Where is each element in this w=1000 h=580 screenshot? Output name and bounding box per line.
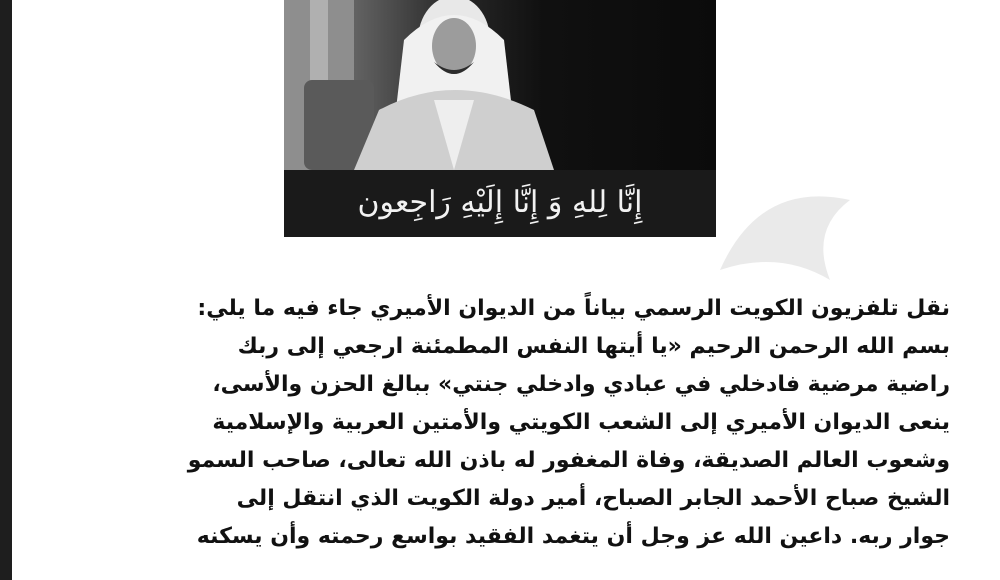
quran-verse: إِنَّا لِلهِ وَ إِنَّا إِلَيْهِ رَاجِعون — [357, 185, 643, 220]
portrait-photo — [284, 0, 716, 170]
statement-line: بسم الله الرحمن الرحيم «يا أيتها النفس المطمئنة ارجعي إلى ربك — [237, 334, 950, 359]
statement-line: نقل تلفزيون الكويت الرسمي بياناً من الديوان الأميري جاء فيه ما يلي: — [197, 296, 950, 321]
portrait-illustration — [284, 0, 716, 170]
statement-line: ينعى الديوان الأميري إلى الشعب الكويتي والأمتين العربية والإسلامية — [212, 410, 950, 435]
watermark-logo — [700, 160, 870, 310]
statement-line: وشعوب العالم الصديقة، وفاة المغفور له باذن الله تعالى، صاحب السمو — [187, 448, 950, 473]
statement-line: راضية مرضية فادخلي في عبادي وادخلي جنتي» ببالغ الحزن والأسى، — [212, 372, 950, 397]
left-border — [0, 0, 12, 580]
statement-line: جوار ربه. داعين الله عز وجل أن يتغمد الفقيد بواسع رحمته وأن يسكنه — [196, 524, 950, 549]
memorial-photo — [284, 0, 716, 237]
statement-text — [50, 290, 950, 580]
statement-line: الشيخ صباح الأحمد الجابر الصباح، أمير دولة الكويت الذي انتقل إلى — [236, 486, 950, 511]
